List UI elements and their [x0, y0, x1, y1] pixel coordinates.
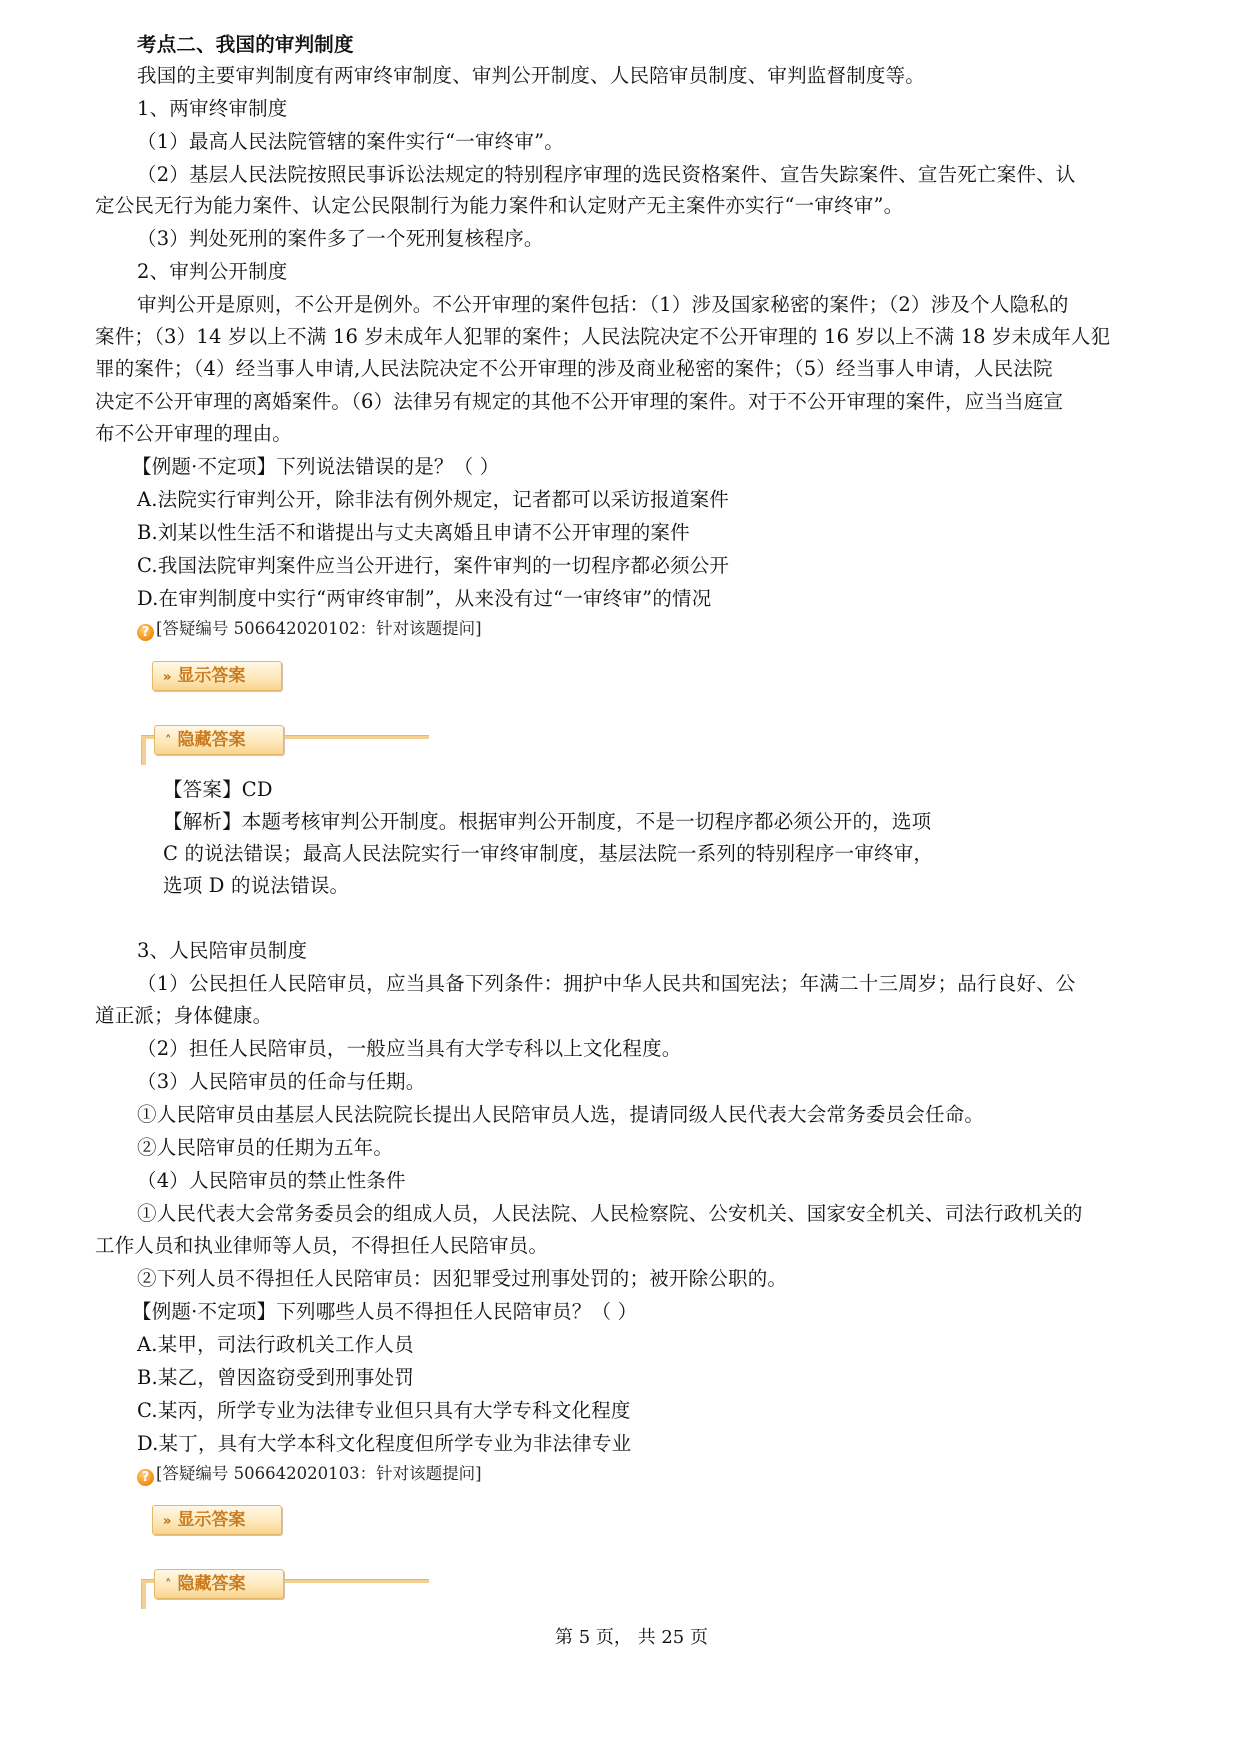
paragraph: 罪的案件；（4）经当事人申请,人民法院决定不公开审理的涉及商业秘密的案件；（5）经当事人申请，人民法院	[95, 357, 1053, 380]
option-b: B.刘某以性生活不和谐提出与丈夫离婚且申请不公开审理的案件	[137, 521, 690, 544]
analysis-text: C 的说法错误；最高人民法院实行一审终审制度，基层法院一系列的特别程序一审终审，	[163, 842, 934, 865]
paragraph: （3）判处死刑的案件多了一个死刑复核程序。	[137, 227, 544, 250]
example-question: 【例题·不定项】下列说法错误的是？（ ）	[132, 455, 500, 478]
question-icon: ?	[137, 624, 154, 641]
question-icon: ?	[137, 1469, 154, 1486]
page-footer: 第 5 页， 共 25 页	[555, 1627, 708, 1648]
paragraph: ①人民陪审员由基层人民法院院长提出人民陪审员人选，提请同级人民代表大会常务委员会任命。	[137, 1103, 985, 1126]
ask-question-text: [答疑编号 506642020102：针对该题提问]	[156, 619, 482, 638]
option-a: A.某甲，司法行政机关工作人员	[137, 1333, 414, 1356]
paragraph: 布不公开审理的理由。	[95, 422, 293, 445]
paragraph: 定公民无行为能力案件、认定公民限制行为能力案件和认定财产无主案件亦实行“一审终审”。	[95, 194, 904, 217]
double-chevron-right-icon: »	[163, 1514, 172, 1529]
paragraph: ①人民代表大会常务委员会的组成人员，人民法院、人民检察院、公安机关、国家安全机关、司法行政机关的	[137, 1202, 1083, 1225]
paragraph: 道正派；身体健康。	[95, 1004, 273, 1027]
option-a: A.法院实行审判公开，除非法有例外规定，记者都可以采访报道案件	[137, 488, 729, 511]
double-chevron-up-icon: ˄	[165, 1578, 172, 1593]
paragraph: （3）人民陪审员的任命与任期。	[137, 1070, 426, 1093]
answer-panel-border	[141, 735, 146, 765]
answer-text: 【答案】CD	[163, 778, 273, 801]
double-chevron-right-icon: »	[163, 670, 172, 685]
ask-question-link[interactable]	[137, 618, 482, 641]
answer-panel-border	[141, 1579, 146, 1609]
paragraph: （2）担任人民陪审员，一般应当具有大学专科以上文化程度。	[137, 1037, 682, 1060]
show-answer-label: 显示答案	[177, 1510, 246, 1530]
option-c: C.某丙，所学专业为法律专业但只具有大学专科文化程度	[137, 1399, 631, 1422]
option-d: D.在审判制度中实行“两审终审制”，从来没有过“一审终审”的情况	[137, 587, 712, 610]
subheading-jurors: 3、人民陪审员制度	[137, 939, 308, 962]
subheading-public-trial: 2、审判公开制度	[137, 260, 288, 283]
show-answer-button[interactable]	[152, 661, 282, 691]
paragraph: 工作人员和执业律师等人员，不得担任人民陪审员。	[95, 1234, 549, 1257]
analysis-text: 【解析】本题考核审判公开制度。根据审判公开制度，不是一切程序都必须公开的，选项	[163, 810, 932, 833]
example-question: 【例题·不定项】下列哪些人员不得担任人民陪审员？（ ）	[132, 1300, 638, 1323]
paragraph: 决定不公开审理的离婚案件。（6）法律另有规定的其他不公开审理的案件。对于不公开审理的案件，应当当庭宣	[95, 390, 1064, 413]
show-answer-label: 显示答案	[177, 666, 246, 686]
section-title: 考点二、我国的审判制度	[137, 33, 354, 56]
paragraph: ②人民陪审员的任期为五年。	[137, 1136, 394, 1159]
ask-question-link[interactable]	[137, 1463, 482, 1486]
subheading-two-tier: 1、两审终审制度	[137, 97, 288, 120]
paragraph: （4）人民陪审员的禁止性条件	[137, 1169, 406, 1192]
paragraph: 审判公开是原则，不公开是例外。不公开审理的案件包括：（1）涉及国家秘密的案件；（2）涉及个人隐私的	[137, 293, 1069, 316]
option-d: D.某丁，具有大学本科文化程度但所学专业为非法律专业	[137, 1432, 632, 1455]
paragraph: 案件；（3）14 岁以上不满 16 岁未成年人犯罪的案件；人民法院决定不公开审理的 16 岁以上不满 18 岁未成年人犯	[95, 325, 1111, 348]
paragraph: （1）公民担任人民陪审员，应当具备下列条件：拥护中华人民共和国宪法；年满二十三周岁；品行良好、公	[137, 972, 1076, 995]
analysis-text: 选项 D 的说法错误。	[163, 874, 350, 897]
ask-question-text: [答疑编号 506642020103：针对该题提问]	[156, 1464, 482, 1483]
hide-answer-button[interactable]	[154, 1569, 284, 1599]
paragraph: （2）基层人民法院按照民事诉讼法规定的特别程序审理的选民资格案件、宣告失踪案件、宣告死亡案件、认	[137, 163, 1076, 186]
paragraph: （1）最高人民法院管辖的案件实行“一审终审”。	[137, 130, 564, 153]
show-answer-button[interactable]	[152, 1505, 282, 1535]
option-b: B.某乙，曾因盗窃受到刑事处罚	[137, 1366, 415, 1389]
hide-answer-button[interactable]	[154, 725, 284, 755]
hide-answer-label: 隐藏答案	[177, 1574, 246, 1594]
paragraph: ②下列人员不得担任人民陪审员：因犯罪受过刑事处罚的；被开除公职的。	[137, 1267, 788, 1290]
option-c: C.我国法院审判案件应当公开进行，案件审判的一切程序都必须公开	[137, 554, 730, 577]
hide-answer-label: 隐藏答案	[177, 730, 246, 750]
intro-paragraph: 我国的主要审判制度有两审终审制度、审判公开制度、人民陪审员制度、审判监督制度等。	[137, 64, 926, 87]
double-chevron-up-icon: ˄	[165, 734, 172, 749]
